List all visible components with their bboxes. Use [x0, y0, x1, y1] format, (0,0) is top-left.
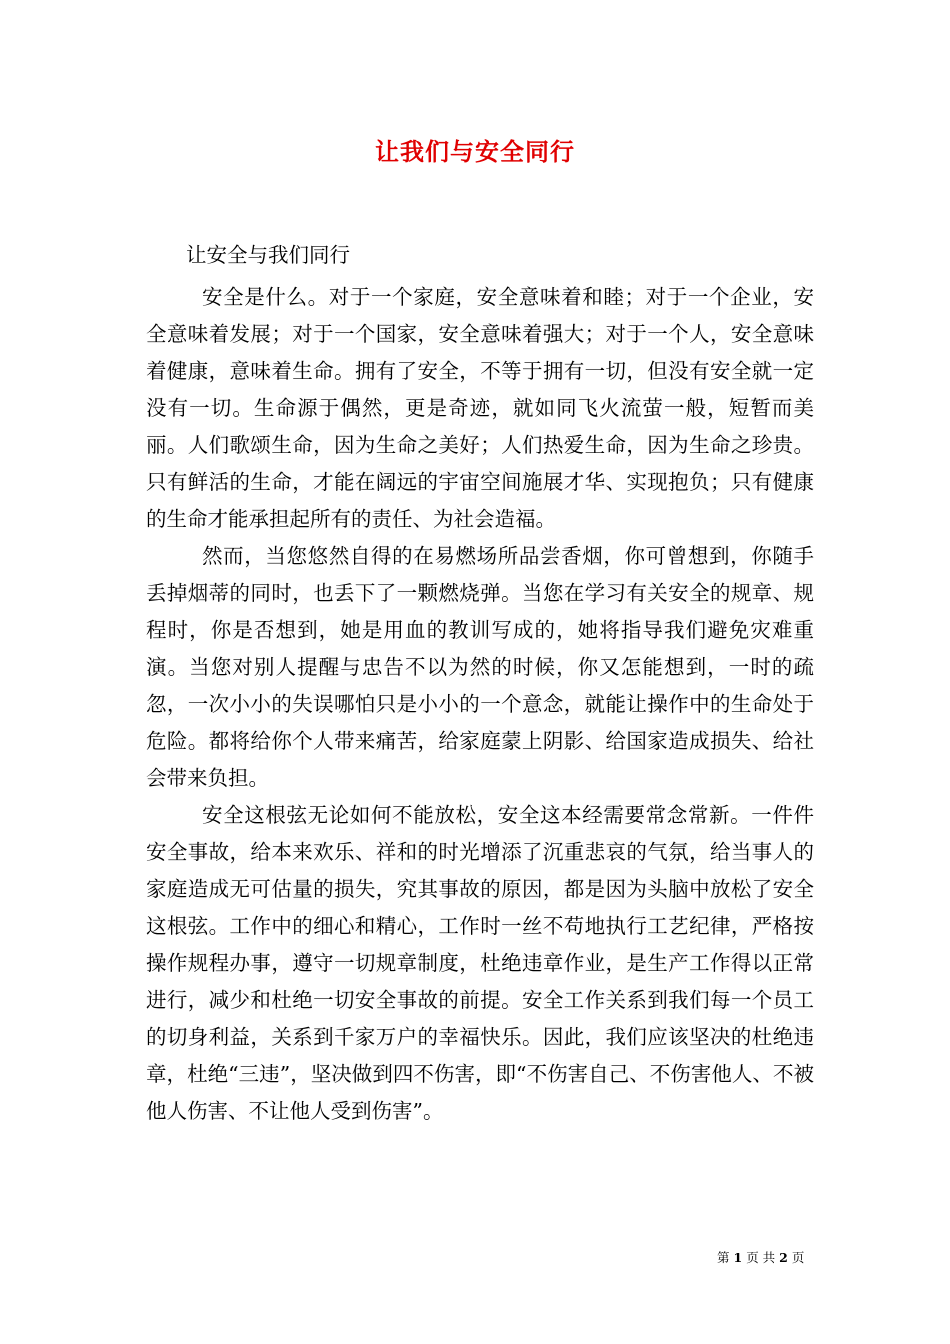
body-paragraph-1: 安全是什么。对于一个家庭，安全意味着和睦；对于一个企业，安全意味着发展；对于一个国家，安全意味着强大；对于一个人，安全意味着健康，意味着生命。拥有了安全，不等于拥有一切，但没有安全就一定没有一切。生命源于偶然，更是奇迹，就如同飞火流萤一般，短暂而美丽。人们歌颂生命，因为生命之美好；人们热爱生命，因为生命之珍贵。只有鲜活的生命，才能在阔远的宇宙空间施展才华、实现抱负；只有健康的生命才能承担起所有的责任、为社会造福。	[146, 285, 814, 531]
footer-total-pages: 2	[779, 1250, 788, 1265]
footer-current-page: 1	[733, 1250, 743, 1265]
body-paragraph-2: 然而，当您悠然自得的在易燃场所品尝香烟，你可曾想到，你随手丢掉烟蒂的同时，也丢下了一颗燃烧弹。当您在学习有关安全的规章、规程时，你是否想到，她是用血的教训写成的，她将指导我们避免灾难重演。当您对别人提醒与忠告不以为然的时候，你又怎能想到，一时的疏忽，一次小小的失误哪怕只是小小的一个意念，就能让操作中的生命处于危险。都将给你个人带来痛苦，给家庭蒙上阴影、给国家造成损失、给社会带来负担。	[146, 544, 814, 790]
document-title: 让我们与安全同行	[375, 137, 575, 166]
footer-page-prefix: 第	[717, 1250, 730, 1265]
footer-page-middle: 页 共	[746, 1250, 776, 1265]
page-footer	[717, 1248, 804, 1266]
document-body	[146, 279, 814, 1130]
body-paragraph-3: 安全这根弦无论如何不能放松，安全这本经需要常念常新。一件件安全事故，给本来欢乐、祥和的时光增添了沉重悲哀的气氛，给当事人的家庭造成无可估量的损失，究其事故的原因，都是因为头脑中放松了安全这根弦。工作中的细心和精心，工作时一丝不苟地执行工艺纪律，严格按操作规程办事，遵守一切规章制度，杜绝违章作业，是生产工作得以正常进行，减少和杜绝一切安全事故的前提。安全工作关系到我们每一个员工的切身利益，关系到千家万户的幸福快乐。因此，我们应该坚决的杜绝违章，杜绝“三违”，坚决做到四不伤害，即“不伤害自己、不伤害他人、不被他人伤害、不让他人受到伤害”。	[146, 803, 814, 1123]
document-subtitle: 让安全与我们同行	[186, 243, 350, 267]
footer-page-suffix: 页	[791, 1250, 805, 1265]
